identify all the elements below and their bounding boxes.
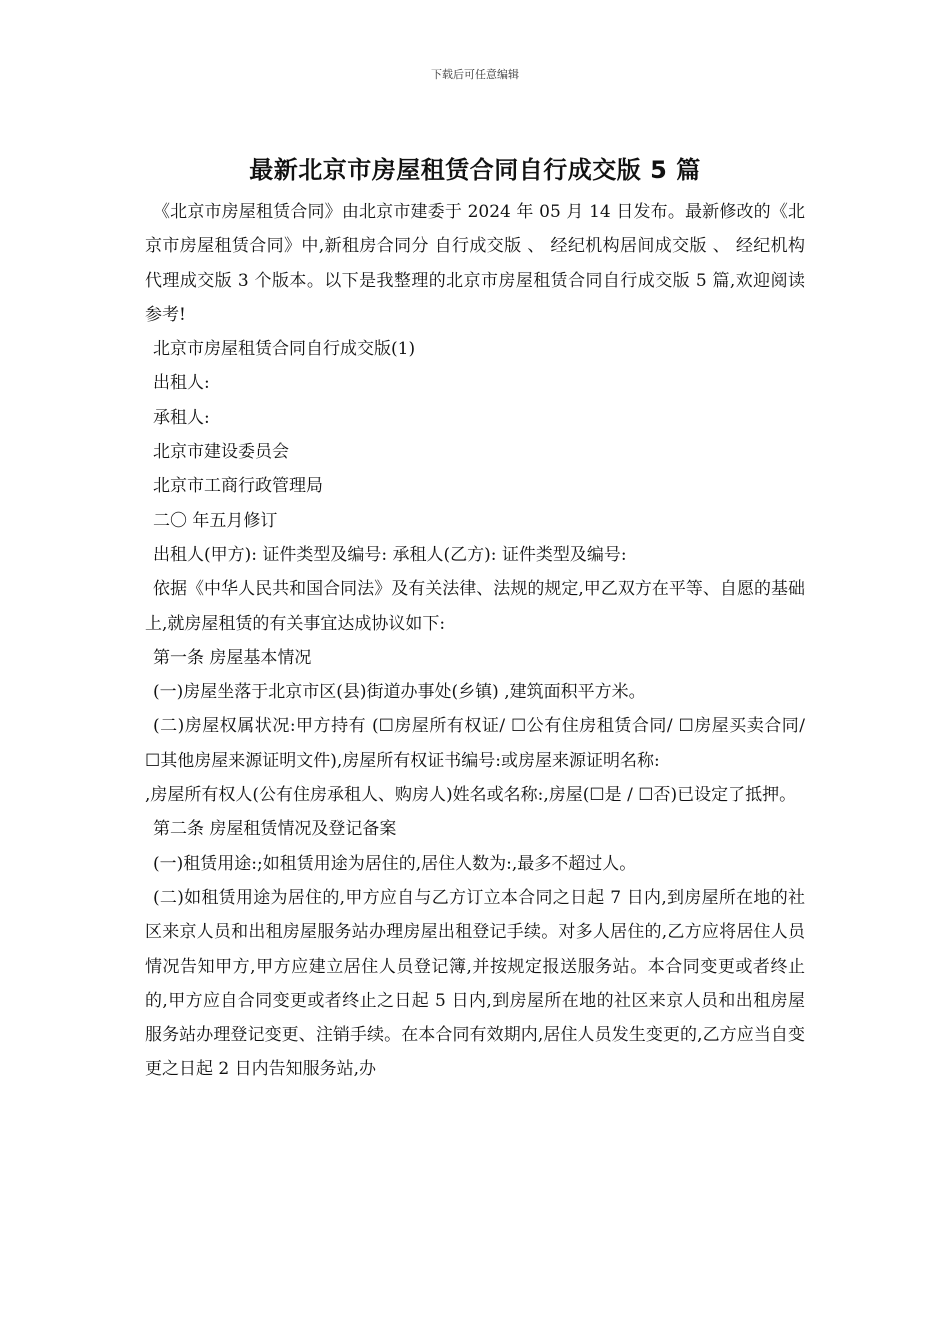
clause-paragraph: (一)房屋坐落于北京市区(县)街道办事处(乡镇) ,建筑面积平方米。: [153, 682, 646, 703]
parties-line: 出租人(甲方): 证件类型及编号: 承租人(乙方): 证件类型及编号:: [153, 544, 627, 565]
basis-paragraph: 依据《中华人民共和国合同法》及有关法律、法规的规定,甲乙双方在平等、自愿的基础上,就房屋租赁的有关事宜达成协议如下:: [145, 579, 805, 634]
clause-paragraph: ,房屋所有权人(公有住房承租人、购房人)姓名或名称:,房屋(☐是 / ☐否)已设定了抵押。: [145, 785, 797, 806]
issuer-line: 北京市工商行政管理局: [153, 476, 323, 497]
document-body: [145, 195, 805, 1087]
issuer-line: 北京市建设委员会: [153, 442, 289, 463]
lessee-line: 承租人:: [153, 407, 210, 428]
lessor-line: 出租人:: [153, 373, 210, 394]
section-heading: 北京市房屋租赁合同自行成交版(1): [153, 339, 416, 360]
intro-paragraph: 《北京市房屋租赁合同》由北京市建委于 2024 年 05 月 14 日发布。最新修改的《北京市房屋租赁合同》中,新租房合同分 自行成交版 、 经纪机构居间成交版 、 经纪机构代理成交版 3 个版本。以下是我整理的北京市房屋租赁合同自行成交版 5 篇,欢迎阅读参考!: [145, 202, 805, 325]
revision-line: 二〇 年五月修订: [153, 510, 278, 531]
clause-paragraph: (二)房屋权属状况:甲方持有 (☐房屋所有权证/ ☐公有住房租赁合同/ ☐房屋买卖合同/ ☐其他房屋来源证明文件),房屋所有权证书编号:或房屋来源证明名称:: [145, 716, 805, 771]
article-heading: 第二条 房屋租赁情况及登记备案: [153, 819, 397, 840]
header-note: 下载后可任意编辑: [431, 68, 519, 81]
clause-paragraph: (一)租赁用途:;如租赁用途为居住的,居住人数为:,最多不超过人。: [153, 853, 637, 874]
clause-paragraph: (二)如租赁用途为居住的,甲方应自与乙方订立本合同之日起 7 日内,到房屋所在地的社区来京人员和出租房屋服务站办理房屋出租登记手续。对多人居住的,乙方应将居住人员情况告知甲方,甲方应建立居住人员登记簿,并按规定报送服务站。本合同变更或者终止的,甲方应自合同变更或者终止之日起 5 日内,到房屋所在地的社区来京人员和出租房屋服务站办理登记变更、注销手续。在本合同有效期内,居住人员发生变更的,乙方应当自变更之日起 2 日内告知服务站,办: [145, 887, 805, 1080]
document-title: 最新北京市房屋租赁合同自行成交版 5 篇: [249, 156, 701, 184]
article-heading: 第一条 房屋基本情况: [153, 647, 312, 668]
